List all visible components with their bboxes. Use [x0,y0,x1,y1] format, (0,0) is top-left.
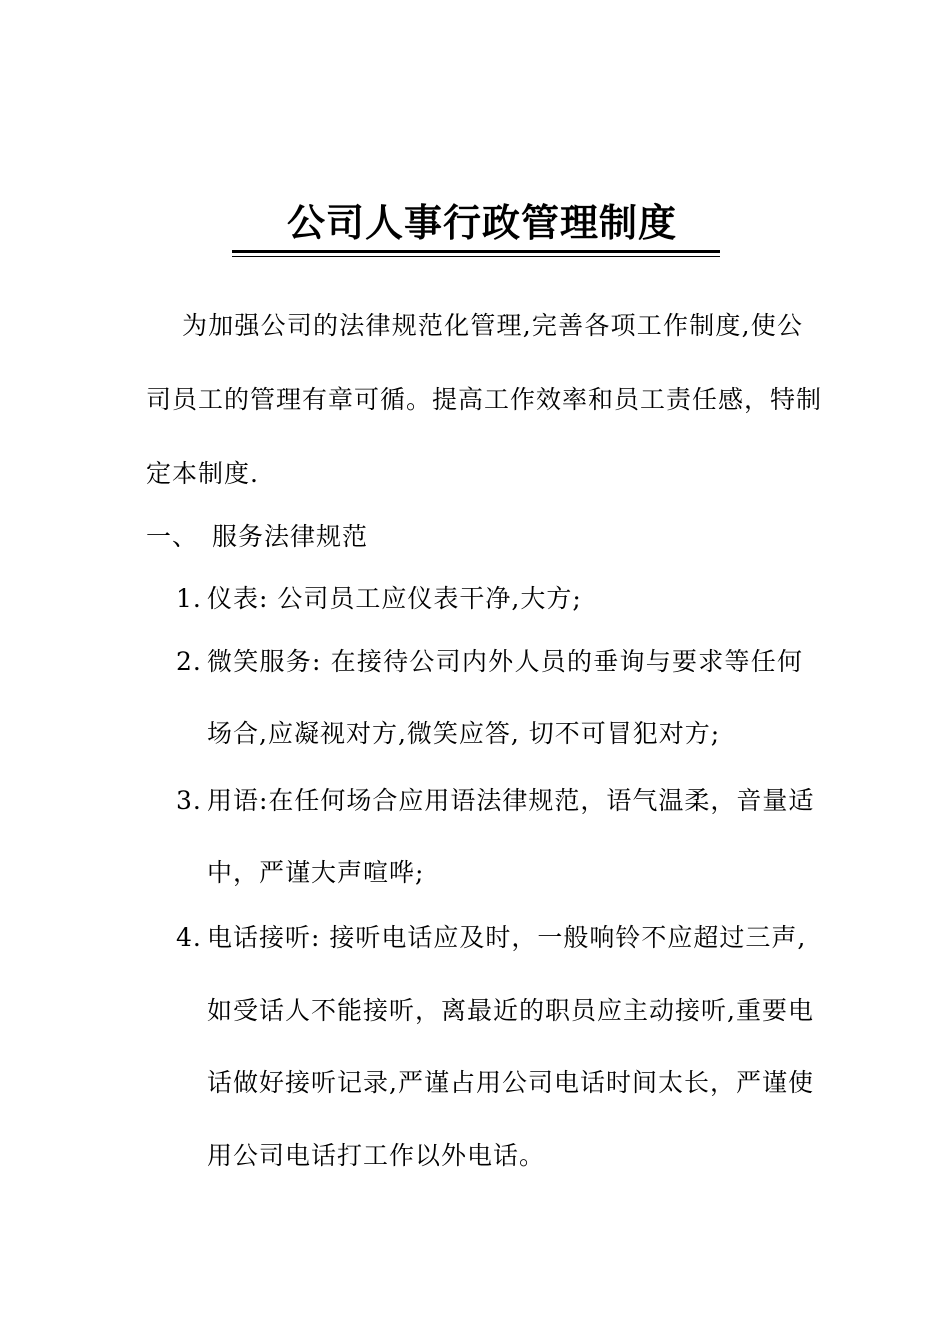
intro-line-3: 定本制度. [146,459,259,488]
item-number: 2. [176,647,202,676]
item-text-line: 场合,应凝视对方,微笑应答, 切不可冒犯对方; [207,719,721,748]
item-text-line: 如受话人不能接听，离最近的职员应主动接听,重要电 [207,996,814,1025]
item-text-line: 用公司电话打工作以外电话。 [207,1141,546,1170]
item-text-line: 仪表: 公司员工应仪表干净,大方; [207,584,582,613]
item-number: 3. [176,786,202,815]
item-number: 4. [176,923,202,952]
intro-line-1: 为加强公司的法律规范化管理,完善各项工作制度,使公 [182,311,803,340]
title-underline-thin [232,256,720,257]
document-title: 公司人事行政管理制度 [286,201,677,245]
section-heading: 服务法律规范 [212,522,369,551]
item-text-line: 中，严谨大声喧哗; [207,858,425,887]
item-number: 1. [176,584,202,613]
section-number: 一、 [146,522,199,551]
item-text-line: 微笑服务: 在接待公司内外人员的垂询与要求等任何 [207,647,803,676]
item-text-line: 用语:在任何场合应用语法律规范，语气温柔，音量适 [207,786,815,815]
intro-line-2: 司员工的管理有章可循。提高工作效率和员工责任感，特制 [146,385,823,414]
title-underline-thick [232,250,720,253]
title-block [232,196,720,257]
item-text-line: 话做好接听记录,严谨占用公司电话时间太长，严谨使 [207,1068,814,1097]
item-text-line: 电话接听: 接听电话应及时，一般响铃不应超过三声, [207,923,807,952]
